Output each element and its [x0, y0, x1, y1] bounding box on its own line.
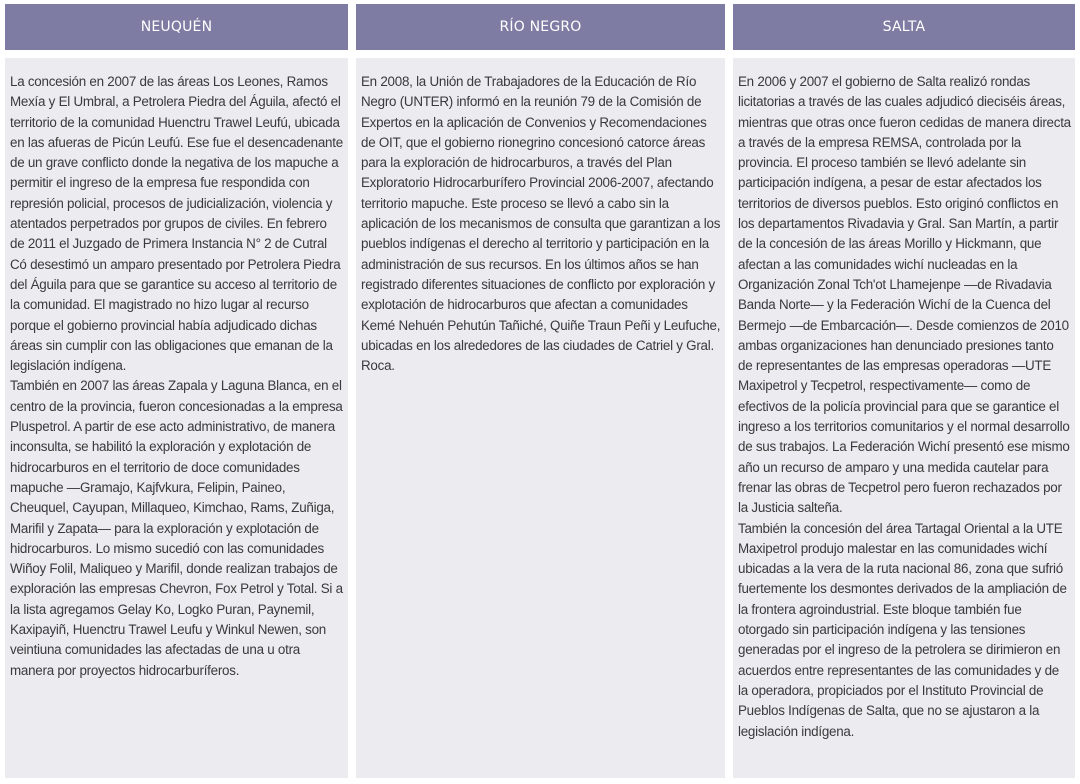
column-body-rio-negro	[356, 58, 725, 778]
paragraph: En 2006 y 2007 el gobierno de Salta realizó rondas licitatorias a través de las cuales adjudicó dieciséis áreas, mientras que otras once fueron cedidas de manera directa a través de la empresa REMSA, controlada por la provincia. El proceso también se llevó adelante sin participación indígena, a pesar de estar afectados los territorios de diversos pueblos. Esto originó conflictos en los departamentos Rivadavia y Gral. San Martín, a partir de la concesión de las áreas Morillo y Hickmann, que afectan a las comunidades wichí nucleadas en la Organización Zonal Tch'ot Lhamejenpe —de Rivadavia Banda Norte— y la Federación Wichí de la Cuenca del Bermejo —de Embarcación—. Desde comienzos de 2010 ambas organizaciones han denunciado presiones tanto de representantes de las empresas operadoras —UTE Maxipetrol y Tecpetrol, respectivamente— como de efectivos de la policía provincial para que se garantice el ingreso a los territorios comunitarios y el normal desarrollo de sus trabajos. La Federación Wichí presentó ese mismo año un recurso de amparo y una medida cautelar para frenar las obras de Tecpetrol pero fueron rechazados por la Justicia salteña.	[738, 74, 1071, 516]
column-body-salta	[733, 58, 1075, 778]
column-header-neuquen: NEUQUÉN	[5, 4, 348, 50]
column-header-salta: SALTA	[733, 4, 1075, 50]
column-body-neuquen	[5, 58, 348, 778]
paragraph: También la concesión del área Tartagal Oriental a la UTE Maxipetrol produjo malestar en las comunidades wichí ubicadas a la vera de la ruta nacional 86, zona que sufrió fuertemente los desmontes derivados de la ampliación de la frontera agroindustrial. Este bloque también fue otorgado sin participación indígena y las tensiones generadas por el ingreso de la petrolera se dirimieron en acuerdos entre representantes de las comunidades y de la operadora, propiciados por el Instituto Provincial de Pueblos Indígenas de Salta, que no se ajustaron a la legislación indígena.	[738, 520, 1067, 739]
paragraph: En 2008, la Unión de Trabajadores de la Educación de Río Negro (UNTER) informó en la reunión 79 de la Comisión de Expertos en la aplicación de Convenios y Recomendaciones de OIT, que el gobierno rionegrino concesionó catorce áreas para la exploración de hidrocarburos, a través del Plan Exploratorio Hidrocarburífero Provincial 2006-2007, afectando territorio mapuche. Este proceso se llevó a cabo sin la aplicación de los mecanismos de consulta que garantizan a los pueblos indígenas el derecho al territorio y participación en la administración de sus recursos. En los últimos años se han registrado diferentes situaciones de conflicto por exploración y explotación de hidrocarburos que afectan a comunidades Kemé Nehuén Pehutún Tañiché, Quiñe Traun Peñi y Leufuche, ubicadas en los alrededores de las ciudades de Catriel y Gral. Roca.	[361, 74, 721, 374]
paragraph: La concesión en 2007 de las áreas Los Leones, Ramos Mexía y El Umbral, a Petrolera Piedra del Águila, afectó el territorio de la comunidad Huenctru Trawel Leufú, ubicada en las afueras de Picún Leufú. Ese fue el desencadenante de un grave conflicto donde la negativa de los mapuche a permitir el ingreso de la empresa fue respondida con represión policial, procesos de judicialización, violencia y atentados perpetrados por grupos de civiles. En febrero de 2011 el Juzgado de Primera Instancia N° 2 de Cutral Có desestimó un amparo presentado por Petrolera Piedra del Águila para que se garantice su acceso al territorio de la comunidad. El magistrado no hizo lugar al recurso porque el gobierno provincial había adjudicado dichas áreas sin cumplir con las obligaciones que emanan de la legislación indígena.	[10, 74, 343, 374]
paragraph: También en 2007 las áreas Zapala y Laguna Blanca, en el centro de la provincia, fueron concesionadas a la empresa Pluspetrol. A partir de ese acto administrativo, de manera inconsulta, se habilitó la exploración y explotación de hidrocarburos en el territorio de doce comunidades mapuche —Gramajo, Kajfvkura, Felipin, Paineo, Cheuquel, Cayupan, Millaqueo, Kimchao, Rams, Zuñiga, Marifil y Zapata— para la exploración y explotación de hidrocarburos. Lo mismo sucedió con las comunidades Wiñoy Folil, Maliqueo y Marifil, donde realizan trabajos de exploración las empresas Chevron, Fox Petrol y Total. Si a la lista agregamos Gelay Ko, Logko Puran, Paynemil, Kaxipayiñ, Huenctru Trawel Leufu y Winkul Newen, son veintiuna comunidades las afectadas de una u otra manera por proyectos hidrocarburíferos.	[10, 378, 343, 678]
column-header-rio-negro: RÍO NEGRO	[356, 4, 725, 50]
